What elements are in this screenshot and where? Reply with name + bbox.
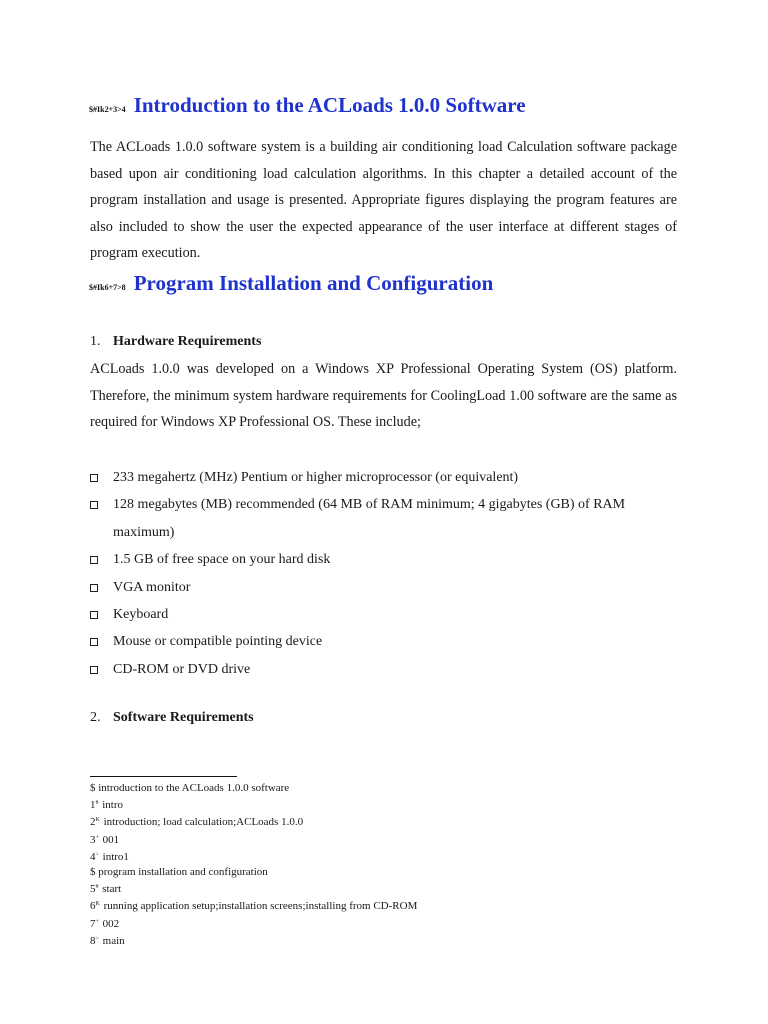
list-item-text: 1.5 GB of free space on your hard disk xyxy=(113,552,331,568)
heading-title: Introduction to the ACLoads 1.0.0 Software xyxy=(133,93,526,117)
footnote-symbol: # xyxy=(95,800,99,807)
footnote-text: start xyxy=(102,883,122,896)
footnotes xyxy=(90,781,417,949)
section-heading-introduction xyxy=(89,93,526,118)
hardware-list xyxy=(90,464,690,683)
heading-title: Program Installation and Configuration xyxy=(133,271,494,295)
footnote-number: 7 xyxy=(90,917,96,930)
footnote xyxy=(90,932,417,949)
footnote xyxy=(90,813,417,830)
hardware-paragraph: ACLoads 1.0.0 was developed on a Windows XP Professional Operating System (OS) platform. Therefore, the minimum system hardware requirements for CoolingLoad 1.00 software are the same as required for Windows XP Professional OS. These include; xyxy=(90,361,677,431)
list-item-text: VGA monitor xyxy=(113,579,191,595)
checkbox-bullet-icon xyxy=(90,556,98,564)
footnote xyxy=(90,781,417,796)
list-item xyxy=(90,464,690,491)
heading-marker: $#Ik6+7>8 xyxy=(89,283,126,292)
list-item xyxy=(90,574,690,601)
footnote-number: 3 xyxy=(90,833,96,846)
footnote-number: 1 xyxy=(90,799,96,812)
list-item-text: Mouse or compatible pointing device xyxy=(113,634,323,650)
footnote xyxy=(90,897,417,914)
footnote-text: intro xyxy=(102,799,124,812)
footnote xyxy=(90,831,417,848)
hardware-requirements-heading xyxy=(90,334,261,350)
list-item xyxy=(90,628,690,655)
list-number: 1. xyxy=(90,334,101,349)
checkbox-bullet-icon xyxy=(90,584,98,592)
footnote-text: main xyxy=(102,934,125,947)
list-item xyxy=(90,491,690,546)
heading-marker: $#Ik2+3>4 xyxy=(89,105,126,114)
footnote-symbol: + xyxy=(95,834,99,841)
footnote-number: 6 xyxy=(90,900,96,913)
footnote-text: intro1 xyxy=(102,850,129,863)
footnote-separator xyxy=(90,776,237,777)
footnote-symbol: # xyxy=(95,884,99,891)
software-requirements-heading xyxy=(90,710,254,726)
footnote-text: $ introduction to the ACLoads 1.0.0 software xyxy=(90,782,290,794)
footnote-text: running application setup;installation screens;installing from CD-ROM xyxy=(103,900,418,913)
checkbox-bullet-icon xyxy=(90,638,98,646)
footnote-number: 8 xyxy=(90,934,96,947)
intro-paragraph: The ACLoads 1.0.0 software system is a building air conditioning load Calculation software package based upon air conditioning load calculation algorithms. In this chapter a detailed account of the program installation and usage is presented. Appropriate figures displaying the program features are also included to show the user the expected appearance of the user interface at different stages of program execution. xyxy=(90,139,677,262)
footnote-symbol: > xyxy=(95,935,99,942)
footnote-symbol: > xyxy=(95,851,99,858)
list-item-text: CD-ROM or DVD drive xyxy=(113,661,251,677)
footnote-text: 002 xyxy=(102,917,120,930)
list-item xyxy=(90,656,690,683)
subsection-title: Hardware Requirements xyxy=(113,334,262,349)
list-item-text: 233 megahertz (MHz) Pentium or higher microprocessor (or equivalent) xyxy=(113,470,519,485)
checkbox-bullet-icon xyxy=(90,501,98,509)
footnote-number: 2 xyxy=(90,816,96,829)
section-heading-installation xyxy=(89,271,493,296)
checkbox-bullet-icon xyxy=(90,611,98,619)
footnote-symbol: K xyxy=(95,901,100,908)
list-number: 2. xyxy=(90,710,101,725)
list-item-text: Keyboard xyxy=(113,607,169,623)
list-item xyxy=(90,546,690,573)
footnote-symbol: + xyxy=(95,918,99,925)
footnote-number: 5 xyxy=(90,883,96,896)
list-item-text: 128 megabytes (MB) recommended (64 MB of RAM minimum; 4 gigabytes (GB) of RAM maximum) xyxy=(113,497,626,540)
footnote xyxy=(90,915,417,932)
footnote-text: $ program installation and configuration xyxy=(90,866,268,879)
list-item xyxy=(90,601,690,628)
footnote-number: 4 xyxy=(90,850,96,863)
footnote xyxy=(90,796,417,813)
footnote xyxy=(90,865,417,880)
footnote-text: introduction; load calculation;ACLoads 1.0.0 xyxy=(103,816,304,829)
footnote-text: 001 xyxy=(102,833,120,846)
checkbox-bullet-icon xyxy=(90,474,98,482)
subsection-title: Software Requirements xyxy=(113,710,254,725)
footnote xyxy=(90,880,417,897)
footnote-symbol: K xyxy=(95,817,100,824)
checkbox-bullet-icon xyxy=(90,666,98,674)
footnote xyxy=(90,848,417,865)
